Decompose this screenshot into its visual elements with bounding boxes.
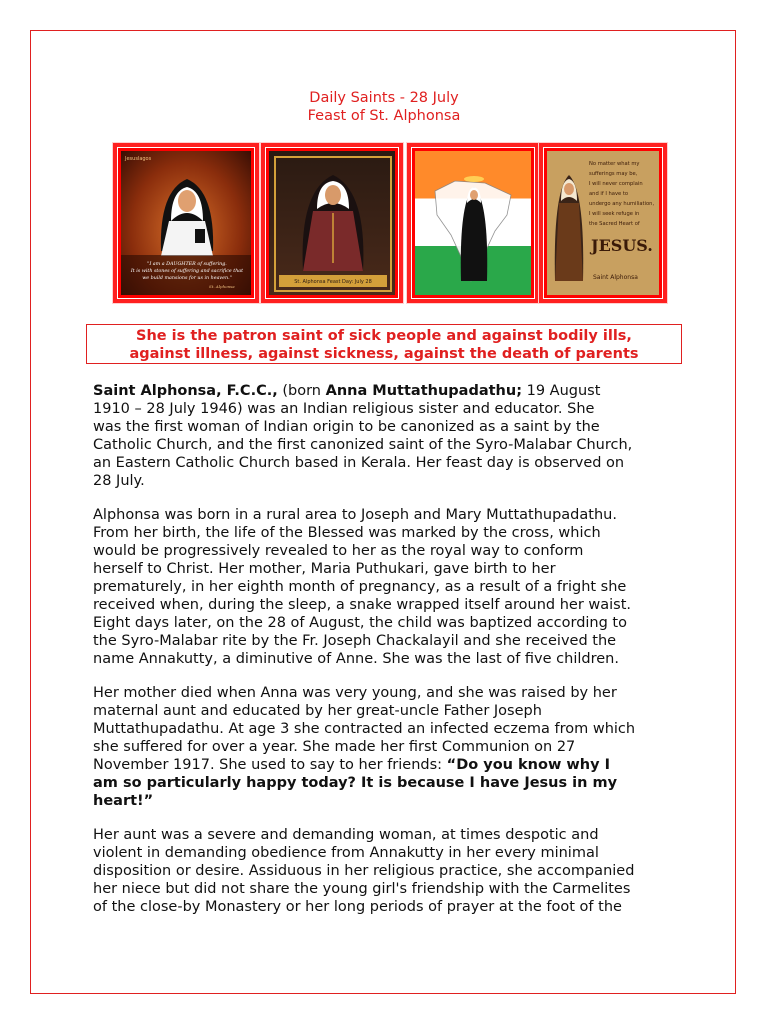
saint-portrait-1 <box>112 142 260 304</box>
svg-text:I will never complain: I will never complain <box>589 181 643 187</box>
svg-text:St. Alphonsa Feast Day: July 2: St. Alphonsa Feast Day: July 28 <box>294 279 372 285</box>
saint-figure-illustration <box>121 151 251 295</box>
text-line: she suffered for over a year. She made her first Communion on 27 <box>93 739 576 755</box>
quote-start: “Do you know why I <box>446 757 611 773</box>
patron-line-1: She is the patron saint of sick people and against bodily ills, <box>136 328 632 344</box>
patron-line-2: against illness, against sickness, against the death of parents <box>129 346 639 362</box>
text-line: From her birth, the life of the Blessed was marked by the cross, which <box>93 525 601 541</box>
svg-text:Saint Alphonsa: Saint Alphonsa <box>593 274 638 281</box>
svg-text:undergo any humiliation,: undergo any humiliation, <box>589 201 655 207</box>
svg-text:I will seek refuge in: I will seek refuge in <box>589 211 640 217</box>
saint-quote-card <box>538 142 668 304</box>
svg-text:the Sacred Heart of: the Sacred Heart of <box>589 221 640 227</box>
text-line: would be progressively revealed to her as the royal way to conform <box>93 543 584 559</box>
text-line: her niece but did not share the young girl's friendship with the Carmelites <box>93 881 631 897</box>
birth-name: Anna Muttathupadathu; <box>325 383 522 399</box>
svg-text:sufferings may be,: sufferings may be, <box>589 171 638 177</box>
saint-figure-illustration <box>415 151 531 295</box>
text-line: Eight days later, on the 28 of August, the child was baptized according to <box>93 615 627 631</box>
text-span: 19 August <box>522 383 601 399</box>
text-line: Alphonsa was born in a rural area to Joseph and Mary Muttathupadathu. <box>93 507 617 523</box>
intro-first-line <box>93 382 683 400</box>
text-line: an Eastern Catholic Church based in Kerala. Her feast day is observed on <box>93 455 625 471</box>
page-subtitle: Feast of St. Alphonsa <box>307 108 461 124</box>
text-line: disposition or desire. Assiduous in her religious practice, she accompanied <box>93 863 635 879</box>
corner-mark: Jesuslagos <box>125 156 152 162</box>
quote-line: heart!” <box>93 793 154 809</box>
text-line: received when, during the sleep, a snake wrapped itself around her waist. <box>93 597 632 613</box>
saint-portrait-2 <box>260 142 404 304</box>
saint-figure-illustration <box>269 151 395 295</box>
svg-text:JESUS.: JESUS. <box>591 236 653 255</box>
text-line: Her aunt was a severe and demanding woman, at times despotic and <box>93 827 599 843</box>
svg-text:It is with stones of suffering: It is with stones of suffering and sacrifice that <box>130 269 244 274</box>
saint-figure-illustration <box>547 151 659 295</box>
paragraph-childhood <box>93 684 683 810</box>
quote-line: am so particularly happy today? It is because I have Jesus in my <box>93 775 618 791</box>
paragraph-intro <box>93 382 683 490</box>
text-span: (born <box>277 383 326 399</box>
svg-text:we build mansions for us in he: we build mansions for us in heaven." <box>142 276 232 281</box>
text-line: herself to Christ. Her mother, Maria Puthukari, gave birth to her <box>93 561 556 577</box>
text-line: 1910 – 28 July 1946) was an Indian religious sister and educator. She <box>93 401 595 417</box>
text-line: prematurely, in her eighth month of pregnancy, as a result of a fright she <box>93 579 627 595</box>
patron-saint-callout <box>86 324 682 364</box>
paragraph-birth <box>93 506 683 668</box>
text-line: was the first woman of Indian origin to be canonized as a saint by the <box>93 419 600 435</box>
text-line: name Annakutty, a diminutive of Anne. She was the last of five children. <box>93 651 619 667</box>
page-title: Daily Saints - 28 July <box>309 90 459 106</box>
text-line: 28 July. <box>93 473 145 489</box>
svg-text:and if I have to: and if I have to <box>589 191 629 197</box>
text-line: Muttathupadathu. At age 3 she contracted an infected eczema from which <box>93 721 636 737</box>
svg-text:"I am a DAUGHTER of suffering.: "I am a DAUGHTER of suffering. <box>147 262 227 267</box>
saint-name: Saint Alphonsa, F.C.C., <box>93 383 278 399</box>
text-span: November 1917. She used to say to her friends: <box>93 757 447 773</box>
text-line: Catholic Church, and the first canonized saint of the Syro-Malabar Church, <box>93 437 633 453</box>
text-line: Her mother died when Anna was very young, and she was raised by her <box>93 685 617 701</box>
text-line: the Syro-Malabar rite by the Fr. Joseph Chackalayil and she received the <box>93 633 617 649</box>
text-line: of the close-by Monastery or her long periods of prayer at the foot of the <box>93 899 622 915</box>
text-line: violent in demanding obedience from Annakutty in her every minimal <box>93 845 599 861</box>
text-line: maternal aunt and educated by her great-uncle Father Joseph <box>93 703 542 719</box>
svg-text:No matter what my: No matter what my <box>589 161 640 167</box>
quote-intro-line <box>93 756 683 774</box>
paragraph-aunt <box>93 826 683 916</box>
svg-text:St. Alphonsa: St. Alphonsa <box>209 284 235 289</box>
saint-india-map <box>406 142 540 304</box>
